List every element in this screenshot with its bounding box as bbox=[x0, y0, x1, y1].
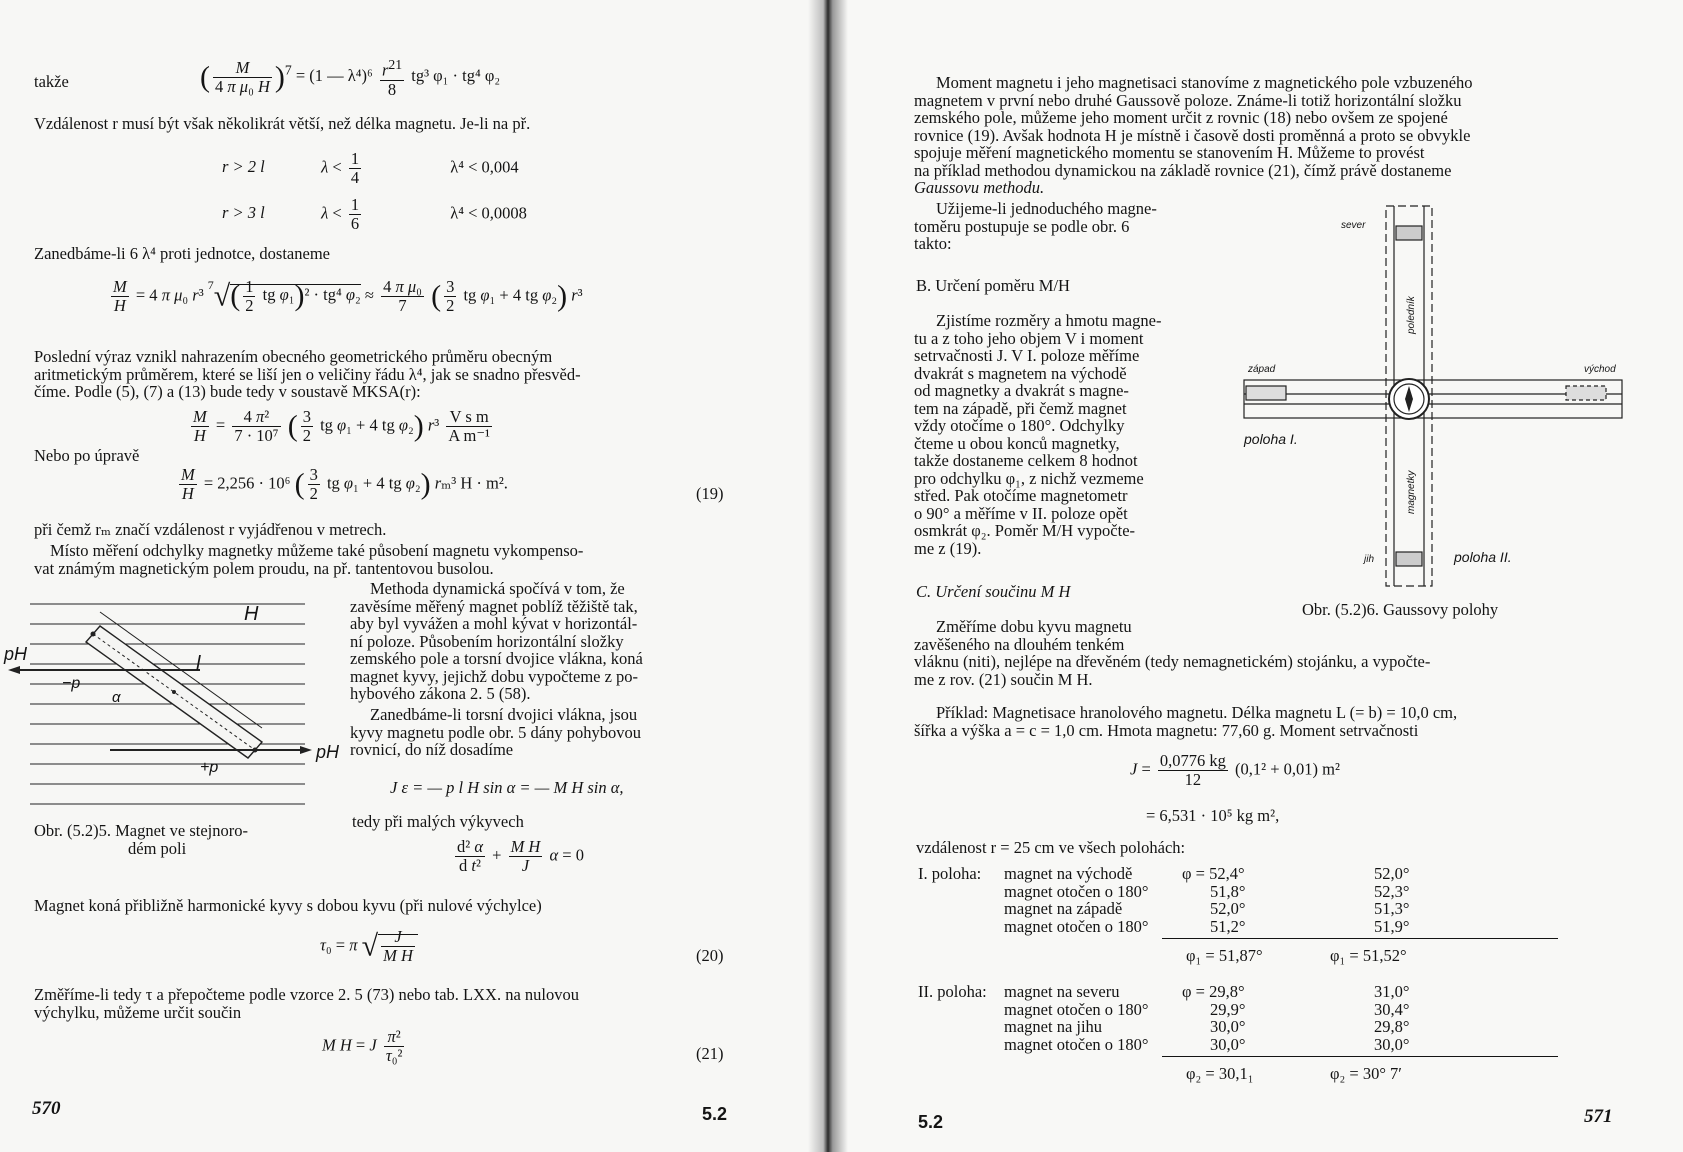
heading-B: B. Určení poměru M/H bbox=[916, 276, 1070, 295]
label-l: l bbox=[196, 653, 201, 675]
figure-gauss-positions bbox=[1236, 204, 1656, 594]
label-pH-left: pH bbox=[4, 644, 28, 664]
cond1-lambda4: λ⁴ < 0,004 bbox=[450, 157, 519, 177]
line-small: tedy při malých výkyvech bbox=[352, 812, 524, 831]
right-page bbox=[826, 0, 1683, 1152]
equation-small-oscillation: $\frac{\text{d² α}}{\text{d t²}}$ + $\frac{\text{M H}}{J}$ α = 0 bbox=[457, 837, 584, 875]
equation-J-result: = 6,531 · 10⁵ kg m², bbox=[1146, 806, 1280, 825]
cond1-r: r > 2 l bbox=[222, 157, 265, 177]
equation-main: $\frac{M}{H}$ = 4 π μ₀ r³ $^7$√( $\frac{1}{2}$ tg φ₁)² · tg⁴ φ₂ ≈ $\frac{\text{4 π μ₀}}{7}$ ( $\frac{3}{2}$ tg φ₁ + 4 tg φ₂) r³ bbox=[113, 277, 583, 315]
table-2-total: φ₂ = 30,1₁ φ₂ = 30° 7′ bbox=[1186, 1064, 1402, 1083]
figure-5-caption: Obr. (5.2)5. Magnet ve stejnoro- dém poli bbox=[34, 821, 248, 858]
cond2-lambda4: λ⁴ < 0,0008 bbox=[450, 203, 527, 223]
left-page bbox=[0, 0, 826, 1152]
label-magnetky: magnetky bbox=[1406, 470, 1417, 514]
paragraph-last-expression: Poslední výraz vznikl nahrazením obecného geometrického průměru obecným aritmetickým průměrem, které se liší jen o veličiny řádu λ⁴, jak se snadno přesvěd- číme. Podle (5), (7) a (13) bude tedy v soustavě MKSA(r): bbox=[34, 347, 581, 401]
paragraph-B: Zjistíme rozměry a hmotu magne- tu a z toho jeho objem V i moment setrvačnosti J. V I. poloze měříme dvakrát s magnetem na východě od magnetky a dvakrát s magne- tem na západě, při čemž magnet vždy otočíme o 180°. Odchylky čteme u obou konců magnetky, takže dostaneme celkem 8 hodnot pro odchylku φ₁, z nichž vezmeme střed. Pak otočíme magnetometr o 90° a měříme v II. poloze opět osmkrát φ₂. Poměr M/H vypočte- me z (19). bbox=[914, 311, 1162, 558]
equation-20-number: (20) bbox=[696, 946, 724, 965]
paragraph-measure: Změříme-li tedy τ a přepočteme podle vzorce 2. 5 (73) nebo tab. LXX. na nulovou výchylku, můžeme určit součin bbox=[34, 985, 579, 1022]
heading-C: C. Určení součinu M H bbox=[916, 582, 1071, 601]
cond2-r: r > 3 l bbox=[222, 203, 265, 223]
label-poloha-1: poloha I. bbox=[1244, 431, 1298, 447]
table-1-rule bbox=[1162, 938, 1558, 939]
label-H: H bbox=[244, 603, 259, 625]
equation-mksa: $\frac{M}{H}$ = $\frac{\text{4 π²}}{\text{7 · 10⁷}}$ ( $\frac{3}{2}$ tg φ₁ + 4 tg φ₂) r³ $\frac{\text{V s m}}{\text{A m⁻¹}}$ bbox=[193, 407, 490, 445]
figure-6-caption: Obr. (5.2)6. Gaussovy polohy bbox=[1302, 600, 1499, 619]
label-plus-p: +p bbox=[200, 759, 219, 776]
section-number-right: 5.2 bbox=[918, 1112, 944, 1132]
page-number-right: 571 bbox=[1584, 1106, 1613, 1127]
paragraph-C: Změříme dobu kyvu magnetu zavěšeného na dlouhém tenkém vláknu (niti), nejlépe na dřevěném (tedy nemagnetickém) stojánku, a vypočte- me z rov. (21) součin M H. bbox=[914, 617, 1431, 689]
table-poloha-2: II. poloha: magnet na severu φ = 29,8° 31,0° magnet otočen o 180° 29,9° 30,4° magnet na jihu 30,0° 29,8° magnet otočen o 180° 30,0° 30,0° bbox=[918, 982, 1410, 1054]
equation-takze-tail: tg³ φ₁ · tg⁴ φ₂ bbox=[407, 66, 501, 86]
word-takze: takže bbox=[34, 72, 69, 91]
section-number-left: 5.2 bbox=[702, 1104, 728, 1124]
line-harmonic: Magnet koná přibližně harmonické kyvy s dobou kyvu (při nulové výchylce) bbox=[34, 896, 542, 915]
line-rm: při čemž rₘ značí vzdálenost r vyjádřenou v metrech. bbox=[34, 520, 387, 539]
paragraph-dynamic: Methoda dynamická spočívá v tom, že zavěsíme měřený magnet poblíž těžiště tak, aby byl vyvážen a mohl kývat v horizontál- ní poloze. Působením horizontální složky zemského pole a torsní dvojice vlákna, koná magnet kyvy, jejichž dobu vypočteme z po- hybového zákona 2. 5 (58). bbox=[350, 579, 643, 703]
equation-takze-rhs: = (1 — λ⁴)⁶ bbox=[295, 66, 377, 86]
condition-1: r > 2 l λ < $\frac{1}{4}$ λ⁴ < 0,004 bbox=[222, 149, 519, 187]
paragraph-instead: Místo měření odchylky magnetky můžeme také působení magnetu vykompenso- vat známým magnetickým polem proudu, na př. tantentovou busolou. bbox=[34, 541, 584, 578]
equation-J: J = $\frac{0,0776 kg}{12}$ (0,1² + 0,01) m² bbox=[1130, 751, 1340, 789]
equation-19-number: (19) bbox=[696, 484, 724, 503]
table-poloha-1: I. poloha: magnet na východě φ = 52,4° 52,0° magnet otočen o 180° 51,8° 52,3° magnet na západě 52,0° 51,3° magnet otočen o 180° 51,2° 51,9° bbox=[918, 864, 1410, 936]
table-1-total: φ₁ = 51,87° φ₁ = 51,52° bbox=[1186, 946, 1407, 965]
label-jih: jih bbox=[1364, 554, 1375, 565]
condition-2: r > 3 l λ < $\frac{1}{6}$ λ⁴ < 0,0008 bbox=[222, 195, 527, 233]
equation-motion: J ε = — p l H sin α = — M H sin α, bbox=[390, 778, 624, 797]
line-distance-25cm: vzdálenost r = 25 cm ve všech polohách: bbox=[916, 838, 1186, 857]
line-distance: Vzdálenost r musí být však několikrát větší, než délka magnetu. Je-li na př. bbox=[34, 114, 531, 133]
label-minus-p: −p bbox=[62, 675, 81, 692]
label-zapad: západ bbox=[1248, 364, 1276, 375]
equation-20: τ₀ = π √ $\frac{J}{\text{M H}}$ bbox=[320, 928, 418, 965]
paragraph-neglect-torsion: Zanedbáme-li torsní dvojici vlákna, jsou kyvy magnetu podle obr. 5 dány pohybovou rovnicí, do níž dosadíme bbox=[350, 705, 642, 759]
label-sever: sever bbox=[1341, 220, 1366, 231]
table-2-rule bbox=[1162, 1056, 1558, 1057]
label-poloha-2: poloha II. bbox=[1454, 549, 1512, 565]
paragraph-example: Příklad: Magnetisace hranolového magnetu. Délka magnetu L (= b) = 10,0 cm, šířka a výška a = c = 1,0 cm. Hmota magnetu: 77,60 g. Moment setrvačnosti bbox=[914, 703, 1458, 740]
line-after-edit: Nebo po úpravě bbox=[34, 446, 140, 465]
label-vychod: východ bbox=[1584, 364, 1616, 375]
paragraph-simple-magnetometer: Užijeme-li jednoduchého magne- toměru postupuje se podle obr. 6 takto: bbox=[914, 199, 1157, 253]
page-number-left: 570 bbox=[32, 1098, 61, 1119]
label-alpha: α bbox=[112, 689, 121, 706]
figure-magnet-uniform-field bbox=[0, 590, 345, 815]
line-neglect: Zanedbáme-li 6 λ⁴ proti jednotce, dostaneme bbox=[34, 244, 330, 263]
book-gutter bbox=[808, 0, 848, 1152]
equation-takze: ( $\frac{M}{\text{4 π μ₀ H}}$ )$^7$ = (1 — λ⁴)⁶ $\frac{r^{21}}{8}$ tg³ φ₁ · tg⁴ φ₂ bbox=[200, 57, 501, 99]
equation-21-number: (21) bbox=[696, 1044, 724, 1063]
equation-21: M H = J $\frac{\text{π²}}{\text{τ₀²}}$ bbox=[322, 1027, 403, 1065]
label-polednik: poledník bbox=[1406, 296, 1417, 334]
equation-19: $\frac{M}{H}$ = 2,256 · 10⁶ ( $\frac{3}{2}$ tg φ₁ + 4 tg φ₂) rₘ³ H · m². bbox=[181, 465, 508, 503]
paragraph-moment: Moment magnetu i jeho magnetisaci stanovíme z magnetického pole vzbuzeného magnetem v první nebo druhé Gaussově poloze. Známe-li totiž horizontální složku zemského pole, můžeme jeho moment určit z rovnic (18) nebo ovšem ze spojené rovnice (19). Avšak hodnota H je místně i časově dosti proměnná a proto se obvykle spojuje měření magnetického momentu se stanovením H. Můžeme to provést na příklad methodou dynamickou na základě rovnice (21), čímž právě dostaneme Gaussovu methodu. bbox=[914, 73, 1473, 197]
label-pH-right: pH bbox=[316, 742, 340, 762]
